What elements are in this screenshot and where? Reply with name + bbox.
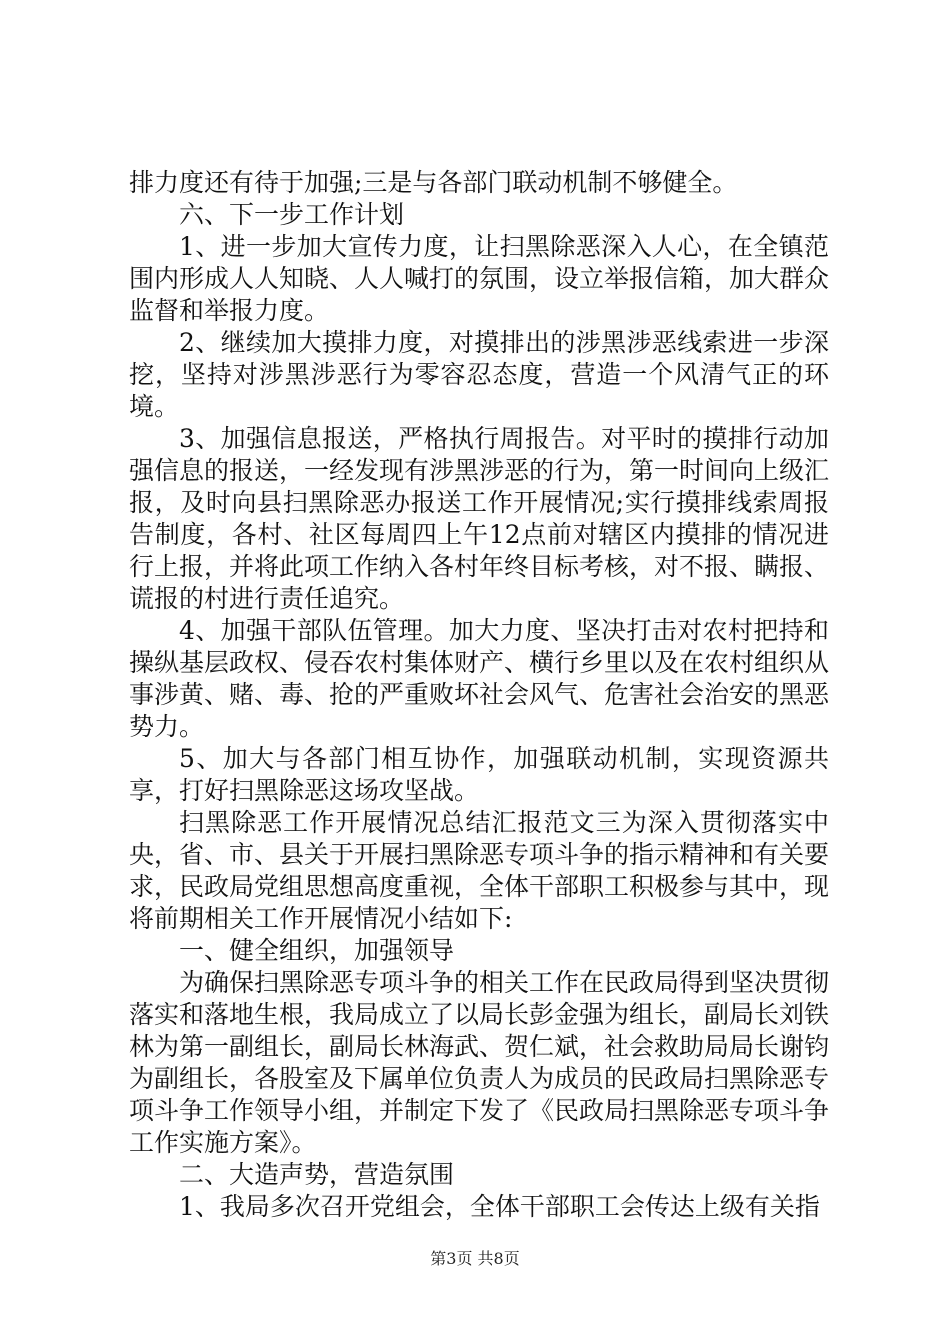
paragraph-plan-3: 3、加强信息报送，严格执行周报告。对平时的摸排行动加强信息的报送，一经发现有涉黑涉恶的行为，第一时间向上级汇报，及时向县扫黑除恶办报送工作开展情况;实行摸排线索周报告制度，各村、社区每周四上午12点前对辖区内摸排的情况进行上报，并将此项工作纳入各村年终目标考核，对不报、瞒报、谎报的村进行责任追究。 xyxy=(129,424,830,613)
paragraph-plan-1: 1、进一步加大宣传力度，让扫黑除恶深入人心，在全镇范围内形成人人知晓、人人喊打的氛围，设立举报信箱，加大群众监督和举报力度。 xyxy=(129,232,830,325)
section-heading-next-plan: 六、下一步工作计划 xyxy=(179,200,405,229)
paragraph-publicity-1: 1、我局多次召开党组会，全体干部职工会传达上级有关指 xyxy=(179,1192,820,1221)
paragraph-plan-4: 4、加强干部队伍管理。加大力度、坚决打击对农村把持和操纵基层政权、侵吞农村集体财产、横行乡里以及在农村组织从事涉黄、赌、毒、抢的严重败坏社会风气、危害社会治安的黑恶势力。 xyxy=(129,616,830,741)
paragraph-organization: 为确保扫黑除恶专项斗争的相关工作在民政局得到坚决贯彻落实和落地生根，我局成立了以局长彭金强为组长，副局长刘铁林为第一副组长，副局长林海武、贺仁斌，社会救助局局长谢钧为副组长，各股室及下属单位负责人为成员的民政局扫黑除恶专项斗争工作领导小组，并制定下发了《民政局扫黑除恶专项斗争工作实施方案》。 xyxy=(129,968,830,1157)
section-heading-organization: 一、健全组织，加强领导 xyxy=(179,936,455,965)
paragraph-plan-5: 5、加大与各部门相互协作，加强联动机制，实现资源共享，打好扫黑除恶这场攻坚战。 xyxy=(129,744,829,805)
document-body xyxy=(129,167,829,1223)
paragraph-sample-three-intro: 扫黑除恶工作开展情况总结汇报范文三为深入贯彻落实中央，省、市、县关于开展扫黑除恶专项斗争的指示精神和有关要求，民政局党组思想高度重视，全体干部职工积极参与其中，现将前期相关工作开展情况小结如下: xyxy=(129,808,830,933)
paragraph-continuation: 排力度还有待于加强;三是与各部门联动机制不够健全。 xyxy=(129,168,738,197)
page-number-footer: 第3页 共8页 xyxy=(430,1249,520,1268)
paragraph-plan-2: 2、继续加大摸排力度，对摸排出的涉黑涉恶线索进一步深挖，坚持对涉黑涉恶行为零容忍态度，营造一个风清气正的环境。 xyxy=(129,328,829,421)
section-heading-publicity: 二、大造声势，营造氛围 xyxy=(179,1160,455,1189)
